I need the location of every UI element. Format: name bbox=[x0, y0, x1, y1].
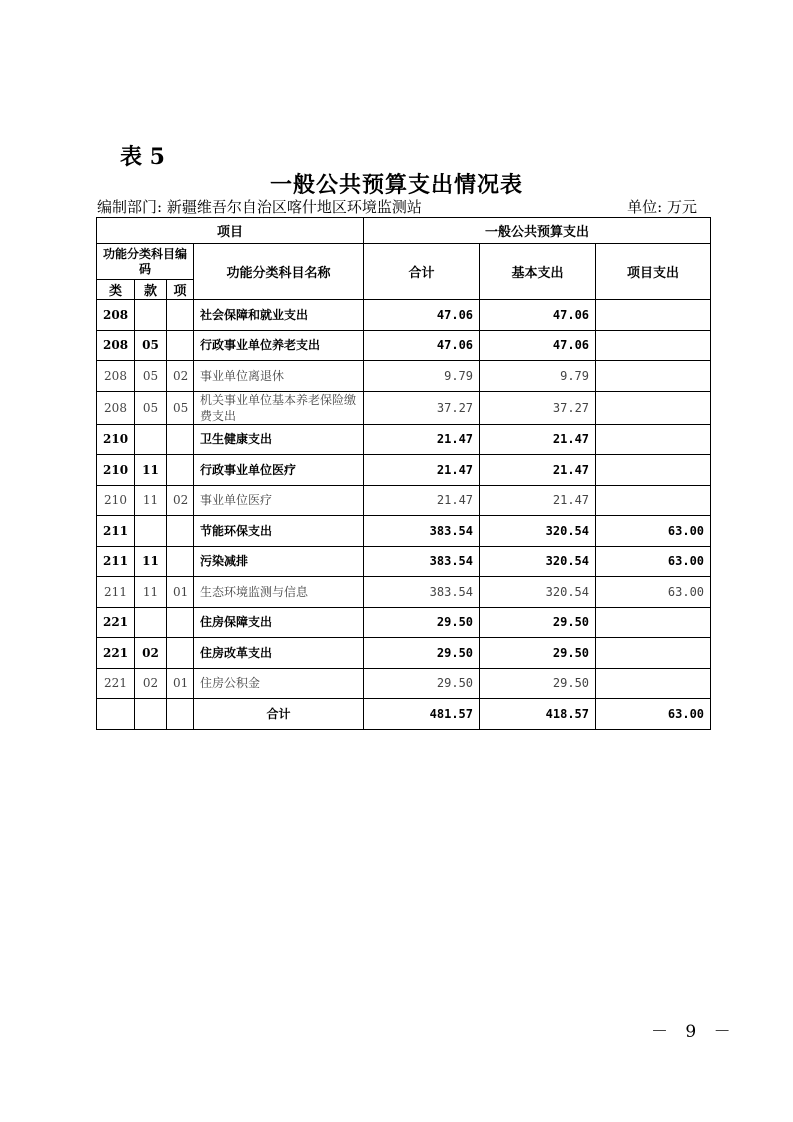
cell-basic: 47.06 bbox=[480, 300, 596, 331]
cell-basic: 21.47 bbox=[480, 424, 596, 455]
cell-basic: 9.79 bbox=[480, 361, 596, 392]
cell-project bbox=[596, 638, 711, 669]
cell-name: 节能环保支出 bbox=[194, 516, 364, 547]
cell-project: 63.00 bbox=[596, 516, 711, 547]
table-row bbox=[97, 361, 711, 392]
cell-basic: 21.47 bbox=[480, 485, 596, 516]
table-row bbox=[97, 638, 711, 669]
cell-total: 9.79 bbox=[364, 361, 480, 392]
cell-lei: 210 bbox=[97, 485, 135, 516]
cell-xiang bbox=[167, 546, 194, 577]
cell-project bbox=[596, 361, 711, 392]
table-row bbox=[97, 424, 711, 455]
cell-project: 63.00 bbox=[596, 546, 711, 577]
cell-kuan: 05 bbox=[135, 391, 167, 424]
cell-kuan bbox=[135, 424, 167, 455]
table-number: 表 5 bbox=[120, 144, 165, 170]
cell-xiang bbox=[167, 638, 194, 669]
cell-total: 37.27 bbox=[364, 391, 480, 424]
header-function-code: 功能分类科目编码 bbox=[97, 244, 194, 280]
cell-xiang bbox=[167, 330, 194, 361]
table-row bbox=[97, 607, 711, 638]
cell-name: 事业单位医疗 bbox=[194, 485, 364, 516]
compiling-department: 编制部门: 新疆维吾尔自治区喀什地区环境监测站 bbox=[97, 198, 422, 216]
cell-total: 383.54 bbox=[364, 577, 480, 608]
cell-basic: 320.54 bbox=[480, 577, 596, 608]
cell-xiang bbox=[167, 424, 194, 455]
cell-basic: 320.54 bbox=[480, 516, 596, 547]
cell-project bbox=[596, 607, 711, 638]
cell-total: 21.47 bbox=[364, 455, 480, 486]
table-row bbox=[97, 300, 711, 331]
cell-name: 卫生健康支出 bbox=[194, 424, 364, 455]
cell-lei: 221 bbox=[97, 607, 135, 638]
cell-xiang bbox=[167, 607, 194, 638]
cell-name: 机关事业单位基本养老保险缴费支出 bbox=[194, 391, 364, 424]
cell-xiang: 05 bbox=[167, 391, 194, 424]
cell-project bbox=[596, 455, 711, 486]
sum-total: 481.57 bbox=[364, 699, 480, 730]
cell-total: 29.50 bbox=[364, 668, 480, 699]
cell-xiang bbox=[167, 516, 194, 547]
cell-basic: 320.54 bbox=[480, 546, 596, 577]
cell-total: 47.06 bbox=[364, 300, 480, 331]
cell-kuan: 11 bbox=[135, 577, 167, 608]
cell-xiang: 01 bbox=[167, 668, 194, 699]
cell-xiang bbox=[167, 455, 194, 486]
header-function-name: 功能分类科目名称 bbox=[194, 244, 364, 300]
cell-lei: 208 bbox=[97, 391, 135, 424]
cell-project: 63.00 bbox=[596, 577, 711, 608]
cell-project bbox=[596, 391, 711, 424]
header-lei: 类 bbox=[97, 280, 135, 300]
cell-kuan: 05 bbox=[135, 361, 167, 392]
cell-project bbox=[596, 300, 711, 331]
cell-basic: 29.50 bbox=[480, 668, 596, 699]
cell-xiang: 02 bbox=[167, 485, 194, 516]
cell-kuan: 11 bbox=[135, 485, 167, 516]
cell-kuan: 02 bbox=[135, 668, 167, 699]
table-row bbox=[97, 546, 711, 577]
cell-name: 住房公积金 bbox=[194, 668, 364, 699]
cell-xiang: 01 bbox=[167, 577, 194, 608]
cell-lei: 221 bbox=[97, 668, 135, 699]
cell-kuan bbox=[135, 516, 167, 547]
document-title: 一般公共预算支出情况表 bbox=[269, 172, 523, 198]
table-row bbox=[97, 516, 711, 547]
cell-total: 29.50 bbox=[364, 638, 480, 669]
cell-project bbox=[596, 330, 711, 361]
cell-kuan: 11 bbox=[135, 455, 167, 486]
cell-lei: 211 bbox=[97, 546, 135, 577]
sum-project: 63.00 bbox=[596, 699, 711, 730]
cell-lei: 208 bbox=[97, 361, 135, 392]
cell-name: 生态环境监测与信息 bbox=[194, 577, 364, 608]
unit-label: 单位: 万元 bbox=[627, 198, 697, 216]
cell-project bbox=[596, 424, 711, 455]
cell-lei: 210 bbox=[97, 455, 135, 486]
cell-project bbox=[596, 668, 711, 699]
cell-total: 383.54 bbox=[364, 546, 480, 577]
cell-kuan: 02 bbox=[135, 638, 167, 669]
sum-basic: 418.57 bbox=[480, 699, 596, 730]
cell-name: 事业单位离退休 bbox=[194, 361, 364, 392]
cell-basic: 21.47 bbox=[480, 455, 596, 486]
header-xiang: 项 bbox=[167, 280, 194, 300]
table-row bbox=[97, 391, 711, 424]
cell-lei: 211 bbox=[97, 577, 135, 608]
cell-name: 社会保障和就业支出 bbox=[194, 300, 364, 331]
table-row bbox=[97, 330, 711, 361]
cell-name: 行政事业单位养老支出 bbox=[194, 330, 364, 361]
cell-name: 行政事业单位医疗 bbox=[194, 455, 364, 486]
header-basic-expense: 基本支出 bbox=[480, 244, 596, 300]
cell-basic: 37.27 bbox=[480, 391, 596, 424]
cell-kuan: 11 bbox=[135, 546, 167, 577]
header-item: 项目 bbox=[97, 218, 364, 244]
budget-table bbox=[96, 217, 711, 730]
header-total: 合计 bbox=[364, 244, 480, 300]
header-project-expense: 项目支出 bbox=[596, 244, 711, 300]
table-row bbox=[97, 668, 711, 699]
cell-lei bbox=[97, 699, 135, 730]
cell-total: 47.06 bbox=[364, 330, 480, 361]
cell-total: 21.47 bbox=[364, 424, 480, 455]
cell-name: 住房保障支出 bbox=[194, 607, 364, 638]
cell-lei: 208 bbox=[97, 330, 135, 361]
cell-name: 污染减排 bbox=[194, 546, 364, 577]
sum-label: 合计 bbox=[194, 699, 364, 730]
cell-basic: 47.06 bbox=[480, 330, 596, 361]
cell-kuan bbox=[135, 300, 167, 331]
page-number: － 9 － bbox=[651, 1022, 737, 1042]
table-row bbox=[97, 485, 711, 516]
cell-lei: 208 bbox=[97, 300, 135, 331]
cell-total: 383.54 bbox=[364, 516, 480, 547]
table-row bbox=[97, 577, 711, 608]
cell-xiang bbox=[167, 300, 194, 331]
cell-xiang bbox=[167, 699, 194, 730]
cell-lei: 211 bbox=[97, 516, 135, 547]
header-kuan: 款 bbox=[135, 280, 167, 300]
cell-project bbox=[596, 485, 711, 516]
cell-basic: 29.50 bbox=[480, 607, 596, 638]
cell-basic: 29.50 bbox=[480, 638, 596, 669]
cell-xiang: 02 bbox=[167, 361, 194, 392]
cell-lei: 221 bbox=[97, 638, 135, 669]
cell-total: 21.47 bbox=[364, 485, 480, 516]
cell-name: 住房改革支出 bbox=[194, 638, 364, 669]
table-row bbox=[97, 455, 711, 486]
cell-kuan bbox=[135, 607, 167, 638]
cell-total: 29.50 bbox=[364, 607, 480, 638]
cell-lei: 210 bbox=[97, 424, 135, 455]
cell-kuan bbox=[135, 699, 167, 730]
table-sum-row bbox=[97, 699, 711, 730]
header-meta-line bbox=[97, 196, 697, 217]
cell-kuan: 05 bbox=[135, 330, 167, 361]
header-general-budget-expense: 一般公共预算支出 bbox=[364, 218, 711, 244]
